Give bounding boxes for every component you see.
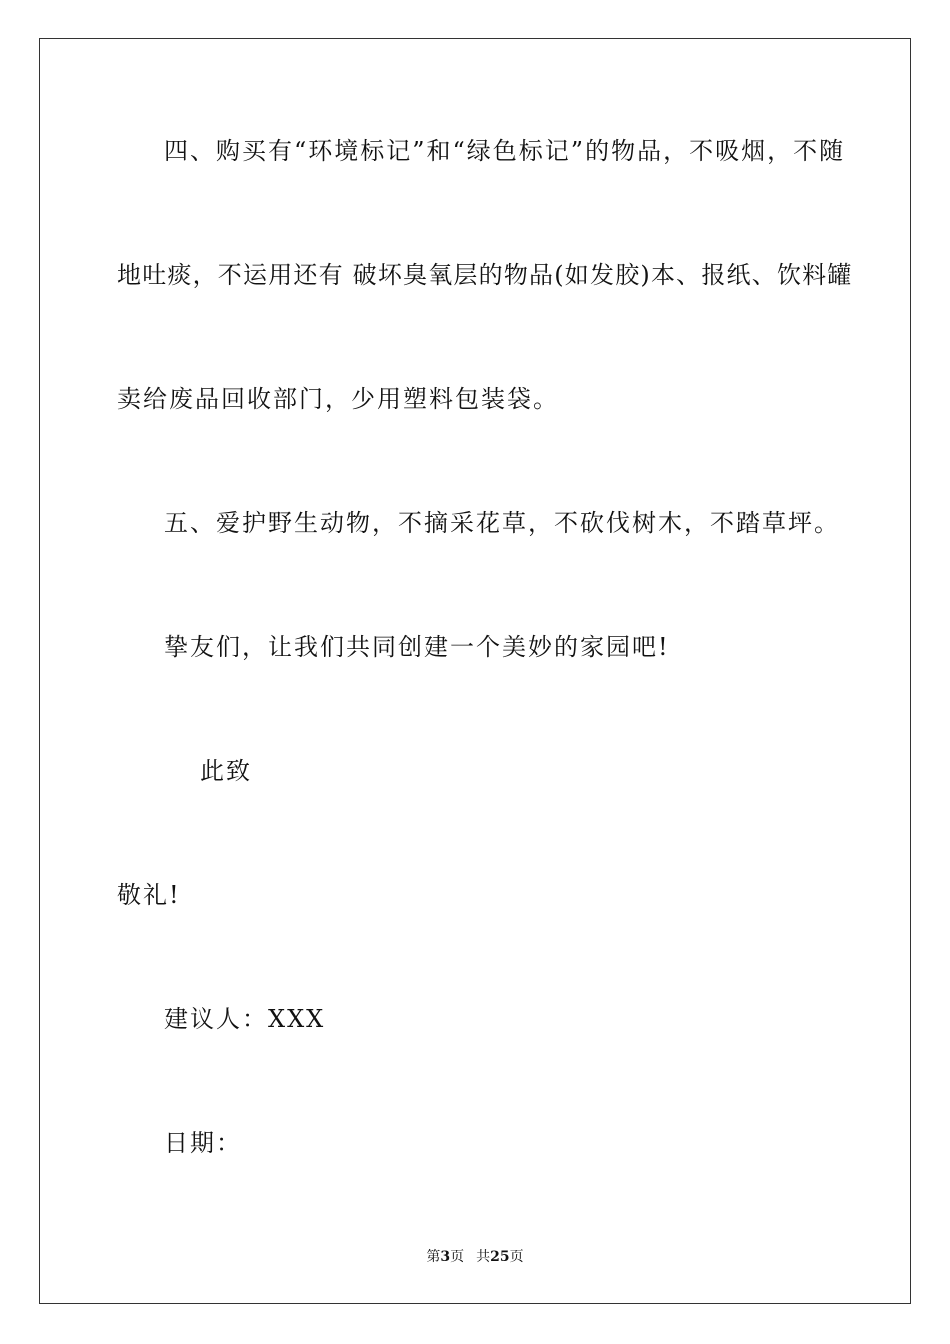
- paragraph-item-four-line-2: 地吐痰，不运用还有 破坏臭氧层的物品(如发胶)本、报纸、饮料罐: [117, 261, 853, 289]
- date-line: 日期：: [164, 1129, 242, 1157]
- footer-page-total: 25: [490, 1249, 510, 1265]
- closing-salutation: 此致: [200, 757, 252, 785]
- footer-page-unit: 页: [450, 1249, 465, 1265]
- footer-total-prefix: 共: [476, 1249, 491, 1265]
- closing-regards: 敬礼!: [117, 881, 181, 909]
- paragraph-item-four-line-3: 卖给废品回收部门，少用塑料包装袋。: [117, 385, 559, 413]
- paragraph-item-four-line-1: 四、购买有“环境标记”和“绿色标记”的物品，不吸烟，不随: [164, 137, 846, 165]
- page-border: [39, 38, 911, 1304]
- footer-page-prefix: 第: [426, 1249, 441, 1265]
- paragraph-appeal: 挚友们，让我们共同创建一个美妙的家园吧!: [164, 633, 670, 661]
- proposer-line: 建议人：XXX: [164, 1005, 326, 1033]
- paragraph-item-five: 五、爱护野生动物，不摘采花草，不砍伐树木，不踏草坪。: [164, 509, 840, 537]
- footer-total-unit: 页: [509, 1249, 524, 1265]
- footer-page-current: 3: [440, 1249, 451, 1265]
- page-footer: [0, 1247, 950, 1267]
